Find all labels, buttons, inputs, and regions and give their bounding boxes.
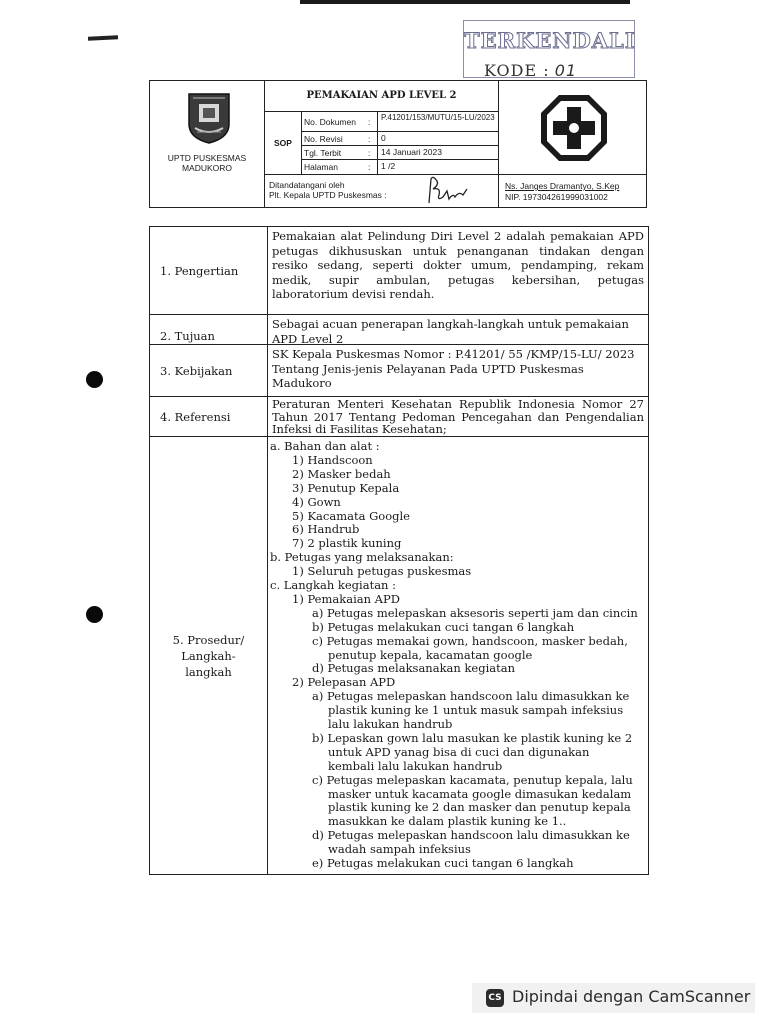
procedure-line: b) Lepaskan gown lalu masukan ke plastik kuning ke 2: [312, 730, 633, 745]
procedure-line: kembali lalu lakukan handrub: [328, 758, 503, 773]
procedure-list: [270, 437, 644, 874]
procedure-line: plastik kuning ke 2 dan masker dan penutup kepala: [328, 800, 631, 815]
procedure-line: wadah sampah infeksius: [328, 842, 471, 857]
procedure-line: 4) Gown: [292, 494, 341, 509]
punch-hole: [86, 606, 103, 623]
org-name: UPTD PUSKESMAS MADUKORO: [167, 153, 247, 173]
section-label: 4. Referensi: [150, 397, 268, 436]
document-meta: [301, 112, 498, 174]
procedure-line: 1) Pemakaian APD: [292, 591, 400, 606]
signature-icon: [423, 173, 473, 207]
procedure-line: a. Bahan dan alat :: [270, 439, 380, 453]
org-cell: [150, 81, 265, 207]
sop-table: [149, 226, 649, 875]
procedure-line: c) Petugas melepaskan kacamata, penutup kepala, lalu: [312, 772, 633, 787]
procedure-line: 2) Masker bedah: [292, 466, 391, 481]
punch-hole: [86, 371, 103, 388]
meta-row: No. Dokumen : P.41201/153/MUTU/15-LU/2023: [301, 112, 498, 132]
section-text: Sebagai acuan penerapan langkah-langkah untuk pemakaian APD Level 2: [272, 317, 629, 346]
procedure-line: masker untuk kacamata google dimasukan kedalam: [328, 786, 632, 801]
procedure-line: masukkan ke dalam plastik kuning ke 1..: [328, 814, 567, 829]
meta-row: Tgl. Terbit : 14 Januari 2023: [301, 146, 498, 160]
procedure-line: b) Petugas melakukan cuci tangan 6 langkah: [312, 619, 575, 634]
procedure-line: d) Petugas melepaskan handscoon lalu dimasukkan ke: [312, 828, 630, 843]
puskesmas-emblem-icon: [539, 93, 609, 163]
section-tujuan: [150, 315, 648, 345]
meta-row: Halaman : 1 /2: [301, 160, 498, 174]
procedure-line: c) Petugas memakai gown, handscoon, masker bedah,: [312, 633, 628, 648]
emblem-cell: [498, 81, 647, 174]
section-label: 5. Prosedur/ Langkah- langkah: [150, 437, 268, 874]
section-label: 1. Pengertian: [150, 227, 268, 314]
stamp-code: KODE : 01: [484, 61, 578, 80]
procedure-line: 2) Pelepasan APD: [292, 675, 396, 690]
signer-nip: NIP. 197304261999031002: [505, 192, 608, 202]
procedure-line: 1) Seluruh petugas puskesmas: [292, 564, 472, 579]
procedure-line: c. Langkah kegiatan :: [270, 578, 396, 592]
procedure-line: e) Petugas melakukan cuci tangan 6 langkah: [312, 856, 574, 870]
procedure-line: d) Petugas melaksanakan kegiatan: [312, 661, 516, 676]
procedure-line: 1) Handscoon: [292, 452, 373, 467]
section-text: Peraturan Menteri Kesehatan Republik Indonesia Nomor 27 Tahun 2017 Tentang Pedoman Pencegahan dan Pengendalian Infeksi di Fasilitas Kesehatan;: [272, 397, 644, 436]
scanner-text: Dipindai dengan CamScanner: [512, 987, 751, 1006]
section-referensi: [150, 397, 648, 437]
procedure-line: plastik kuning ke 1 untuk masuk sampah infeksius: [328, 703, 624, 718]
procedure-line: 3) Penutup Kepala: [292, 480, 400, 495]
section-text: Pemakaian alat Pelindung Diri Level 2 adalah pemakaian APD petugas dikhususkan untuk penanganan tindakan dengan resiko sedang, seperti dokter umum, pendamping, rekam medik, supir ambulan, petugas kebersihan, petugas laboratorium devisi rendah.: [272, 229, 644, 301]
procedure-line: 7) 2 plastik kuning: [292, 536, 402, 551]
scanner-watermark: [472, 983, 755, 1013]
meta-row: No. Revisi : 0: [301, 132, 498, 146]
section-prosedur: [150, 437, 648, 874]
procedure-line: 6) Handrub: [292, 522, 360, 537]
control-stamp: [463, 20, 635, 78]
sop-label: SOP: [265, 112, 302, 174]
section-text: SK Kepala Puskesmas Nomor : P.41201/ 55 /KMP/15-LU/ 2023 Tentang Jenis-jenis Pelayanan Pada UPTD Puskesmas Madukoro: [272, 347, 635, 390]
scan-edge-bar: [300, 0, 630, 4]
procedure-line: a) Petugas melepaskan aksesoris seperti jam dan cincin: [312, 605, 638, 620]
section-kebijakan: [150, 345, 648, 397]
signer-name: Ns. Janges Dramantyo, S.Kep: [505, 181, 620, 191]
document-header: [149, 80, 647, 208]
section-pengertian: [150, 227, 648, 315]
procedure-line: b. Petugas yang melaksanakan:: [270, 550, 454, 565]
cs-icon: CS: [486, 989, 504, 1007]
procedure-line: penutup kepala, kacamatan google: [328, 647, 533, 662]
procedure-line: lalu lakukan handrub: [328, 717, 453, 731]
regency-logo-icon: [183, 90, 235, 145]
document-title: PEMAKAIAN APD LEVEL 2: [265, 81, 498, 112]
stamp-title: TERKENDALI: [464, 28, 636, 53]
section-label: 3. Kebijakan: [150, 345, 268, 396]
scan-mark: [88, 35, 118, 41]
procedure-line: untuk APD yanag bisa di cuci dan digunakan: [328, 744, 590, 759]
section-label: 2. Tujuan: [150, 315, 268, 344]
signature-row: Ditandatangani oleh Plt. Kepala UPTD Puskesmas : Ns. Janges Dramantyo, S.Kep NIP. 197304261999031002: [265, 174, 646, 208]
procedure-line: 5) Kacamata Google: [292, 508, 410, 523]
procedure-line: a) Petugas melepaskan handscoon lalu dimasukkan ke: [312, 689, 630, 704]
